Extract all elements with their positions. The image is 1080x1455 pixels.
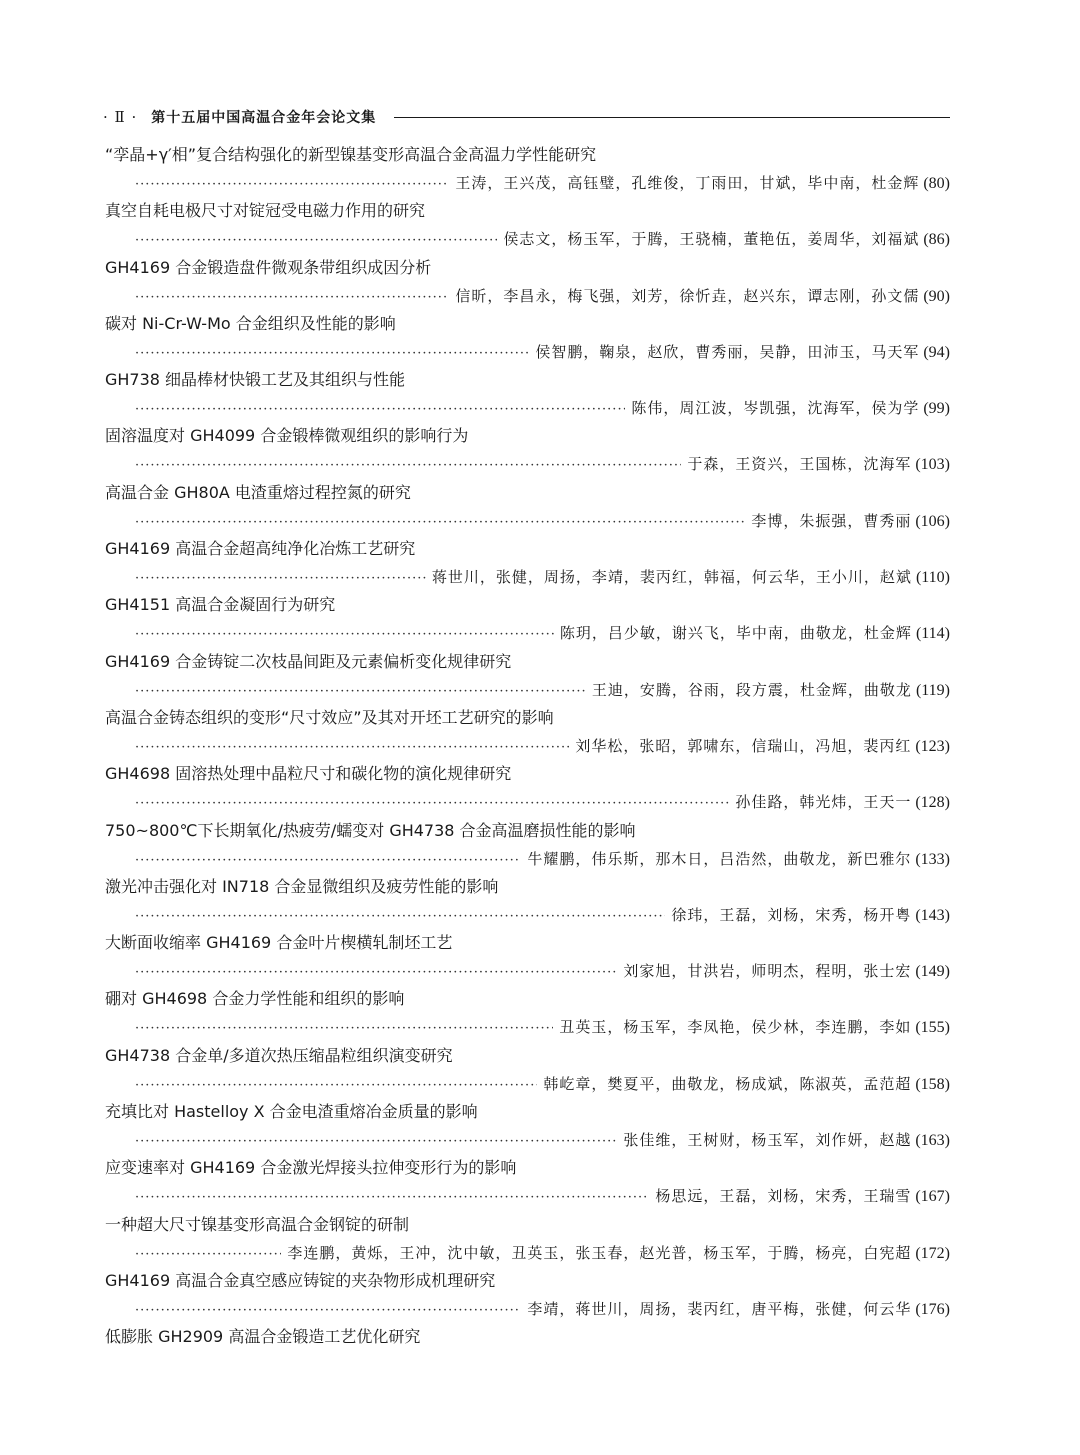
paper-title: GH4151 高温合金凝固行为研究: [105, 595, 336, 615]
authors: 孙佳路，韩光炜，王天一: [735, 793, 912, 812]
authors: 徐玮，王磊，刘杨，宋秀，杨开粤: [671, 905, 912, 924]
author-line: [105, 339, 950, 365]
header-rule: [394, 117, 950, 118]
authors: 刘华松，张昭，郭啸东，信瑞山，冯旭，裴丙红: [575, 736, 912, 755]
toc-entry: [105, 647, 950, 703]
authors: 蒋世川，张健，周扬，李靖，裴丙红，韩福，何云华，王小川，赵斌: [431, 568, 912, 587]
page-ref: (106): [915, 512, 950, 530]
paper-title: 激光冲击强化对 IN718 合金显微组织及疲劳性能的影响: [105, 876, 499, 896]
dot-leader: [135, 904, 665, 930]
toc-entry: [105, 1210, 950, 1266]
authors: 杨思远，王磊，刘杨，宋秀，王瑞雪: [655, 1187, 912, 1206]
authors: 侯智鹏，鞠泉，赵欣，曹秀丽，吴静，田沛玉，马天军: [535, 342, 920, 361]
author-line: [105, 620, 950, 646]
paper-title: 应变速率对 GH4169 合金激光焊接头拉伸变形行为的影响: [105, 1158, 517, 1178]
authors: 王涛，王兴茂，高钰璧，孔维俊，丁雨田，甘斌，毕中南，杜金辉: [455, 174, 920, 192]
authors: 李靖，蒋世川，周扬，裴丙红，唐平梅，张健，何云华: [527, 1299, 912, 1318]
dot-leader: [135, 1129, 617, 1155]
authors: 刘家旭，甘洪岩，师明杰，程明，张士宏: [623, 962, 912, 981]
paper-title: GH4169 高温合金真空感应铸锭的夹杂物形成机理研究: [105, 1270, 496, 1290]
authors: 陈伟，周江波，岑凯强，沈海军，侯为学: [631, 399, 920, 418]
dot-leader: [135, 679, 586, 705]
author-line: [105, 451, 950, 477]
page-ref: (176): [915, 1300, 950, 1318]
toc-entry: [105, 590, 950, 646]
page-ref: (114): [915, 625, 950, 643]
toc-entry: [105, 196, 950, 252]
toc-entry: [105, 421, 950, 477]
toc-entry: [105, 365, 950, 421]
toc-entry: [105, 253, 950, 309]
authors: 于森，王资兴，王国栋，沈海军: [687, 455, 912, 474]
author-line: [105, 902, 950, 928]
toc-entry: [105, 478, 950, 534]
dot-leader: [135, 228, 497, 254]
page-ref: (167): [915, 1188, 950, 1206]
author-line: [105, 226, 950, 252]
page-number-label: · Ⅱ ·: [103, 108, 138, 126]
toc-entry: [105, 759, 950, 815]
authors: 王迪，安腾，谷雨，段方震，杜金辉，曲敬龙: [591, 680, 912, 699]
table-of-contents: [105, 140, 950, 1379]
author-line: [105, 1240, 950, 1266]
dot-leader: [135, 791, 729, 817]
page-ref: (172): [915, 1244, 950, 1262]
page-ref: (86): [923, 231, 950, 249]
paper-title: 高温合金 GH80A 电渣重熔过程控氮的研究: [105, 482, 411, 502]
toc-entry: [105, 1097, 950, 1153]
paper-title: 硼对 GH4698 合金力学性能和组织的影响: [105, 989, 405, 1009]
author-line: [105, 564, 950, 590]
page-ref: (128): [915, 794, 950, 812]
author-line: [105, 1071, 950, 1097]
page-ref: (163): [915, 1132, 950, 1150]
authors: 张佳维，王树财，杨玉军，刘作妍，赵越: [623, 1131, 912, 1150]
authors: 侯志文，杨玉军，于腾，王骁楠，董艳伍，姜周华，刘福斌: [503, 230, 920, 249]
author-line: [105, 283, 950, 309]
dot-leader: [135, 285, 449, 311]
dot-leader: [135, 848, 521, 874]
page-ref: (110): [915, 569, 950, 587]
toc-entry: [105, 140, 950, 196]
dot-leader: [135, 735, 569, 761]
paper-title: 充填比对 Hastelloy X 合金电渣重熔冶金质量的影响: [105, 1102, 478, 1122]
toc-entry: [105, 1153, 950, 1209]
toc-entry: [105, 309, 950, 365]
page-ref: (155): [915, 1019, 950, 1037]
toc-entry: [105, 534, 950, 590]
author-line: [105, 1183, 950, 1209]
toc-entry: [105, 928, 950, 984]
authors: 韩屹章，樊夏平，曲敬龙，杨成斌，陈淑英，孟范超: [543, 1074, 912, 1093]
author-line: [105, 395, 950, 421]
dot-leader: [135, 397, 625, 423]
paper-title: 750~800℃下长期氧化/热疲劳/蠕变对 GH4738 合金高温磨损性能的影响: [105, 820, 636, 840]
dot-leader: [135, 1185, 649, 1211]
page-ref: (143): [915, 906, 950, 924]
toc-entry: [105, 816, 950, 872]
paper-title: 大断面收缩率 GH4169 合金叶片楔横轧制坯工艺: [105, 933, 453, 953]
paper-title: “孪晶+γ′相”复合结构强化的新型镍基变形高温合金高温力学性能研究: [105, 145, 597, 164]
author-line: [105, 1296, 950, 1322]
toc-entry: [105, 872, 950, 928]
paper-title: 一种超大尺寸镍基变形高温合金钢锭的研制: [105, 1214, 410, 1234]
toc-entry: [105, 1041, 950, 1097]
paper-title: 高温合金铸态组织的变形“尺寸效应”及其对开坯工艺研究的影响: [105, 707, 554, 727]
authors: 牛耀鹏，伟乐斯，那木日，吕浩然，曲敬龙，新巴雅尔: [527, 849, 912, 868]
paper-title: GH4169 高温合金超高纯净化冶炼工艺研究: [105, 539, 416, 559]
dot-leader: [135, 960, 617, 986]
dot-leader: [135, 1298, 521, 1324]
page-ref: (90): [923, 287, 950, 305]
page-ref: (149): [915, 963, 950, 981]
running-header: [103, 104, 950, 130]
author-line: [105, 846, 950, 872]
page-ref: (103): [915, 456, 950, 474]
authors: 陈玥，吕少敏，谢兴飞，毕中南，曲敬龙，杜金辉: [559, 624, 912, 643]
author-line: [105, 789, 950, 815]
paper-title: 低膨胀 GH2909 高温合金锻造工艺优化研究: [105, 1327, 421, 1347]
author-line: [105, 508, 950, 534]
authors: 李连鹏，黄烁，王冲，沈中敏，丑英玉，张玉春，赵光普，杨玉军，于腾，杨亮，白宪超: [287, 1243, 912, 1262]
authors: 李博，朱振强，曹秀丽: [751, 511, 912, 530]
paper-title: GH4738 合金单/多道次热压缩晶粒组织演变研究: [105, 1045, 453, 1065]
paper-title: 真空自耗电极尺寸对锭冠受电磁力作用的研究: [105, 201, 426, 221]
author-line: [105, 1127, 950, 1153]
toc-entry: [105, 1322, 950, 1378]
toc-entry: [105, 984, 950, 1040]
paper-title: 碳对 Ni-Cr-W-Mo 合金组织及性能的影响: [105, 313, 396, 333]
dot-leader: [135, 341, 529, 367]
page-ref: (123): [915, 737, 950, 755]
author-line: [105, 958, 950, 984]
toc-entry: [105, 703, 950, 759]
page-ref: (80): [923, 175, 950, 192]
page-ref: (133): [915, 850, 950, 868]
author-line: [105, 677, 950, 703]
dot-leader: [135, 510, 745, 536]
author-line: [105, 1014, 950, 1040]
dot-leader: [135, 1242, 281, 1268]
toc-entry: [105, 1266, 950, 1322]
dot-leader: [135, 453, 681, 479]
dot-leader: [135, 566, 426, 592]
authors: 丑英玉，杨玉军，李凤艳，侯少林，李连鹏，李如: [559, 1018, 912, 1037]
page-ref: (119): [915, 681, 950, 699]
page-ref: (99): [923, 400, 950, 418]
page-ref: (158): [915, 1075, 950, 1093]
author-line: [105, 170, 950, 196]
dot-leader: [135, 172, 449, 198]
page-ref: (94): [923, 343, 950, 361]
dot-leader: [135, 1016, 553, 1042]
author-line: [105, 733, 950, 759]
authors: 信昕，李昌永，梅飞强，刘芳，徐忻垚，赵兴东，谭志刚，孙文儒: [455, 286, 920, 305]
dot-leader: [135, 622, 554, 648]
paper-title: GH4169 合金铸锭二次枝晶间距及元素偏析变化规律研究: [105, 651, 512, 671]
book-title: 第十五届中国高温合金年会论文集: [151, 110, 377, 126]
paper-title: GH4169 合金锻造盘件微观条带组织成因分析: [105, 257, 432, 277]
paper-title: GH4698 固溶热处理中晶粒尺寸和碳化物的演化规律研究: [105, 764, 512, 784]
paper-title: GH738 细晶棒材快锻工艺及其组织与性能: [105, 370, 406, 390]
dot-leader: [135, 1073, 537, 1099]
paper-title: 固溶温度对 GH4099 合金锻棒微观组织的影响行为: [105, 426, 469, 446]
